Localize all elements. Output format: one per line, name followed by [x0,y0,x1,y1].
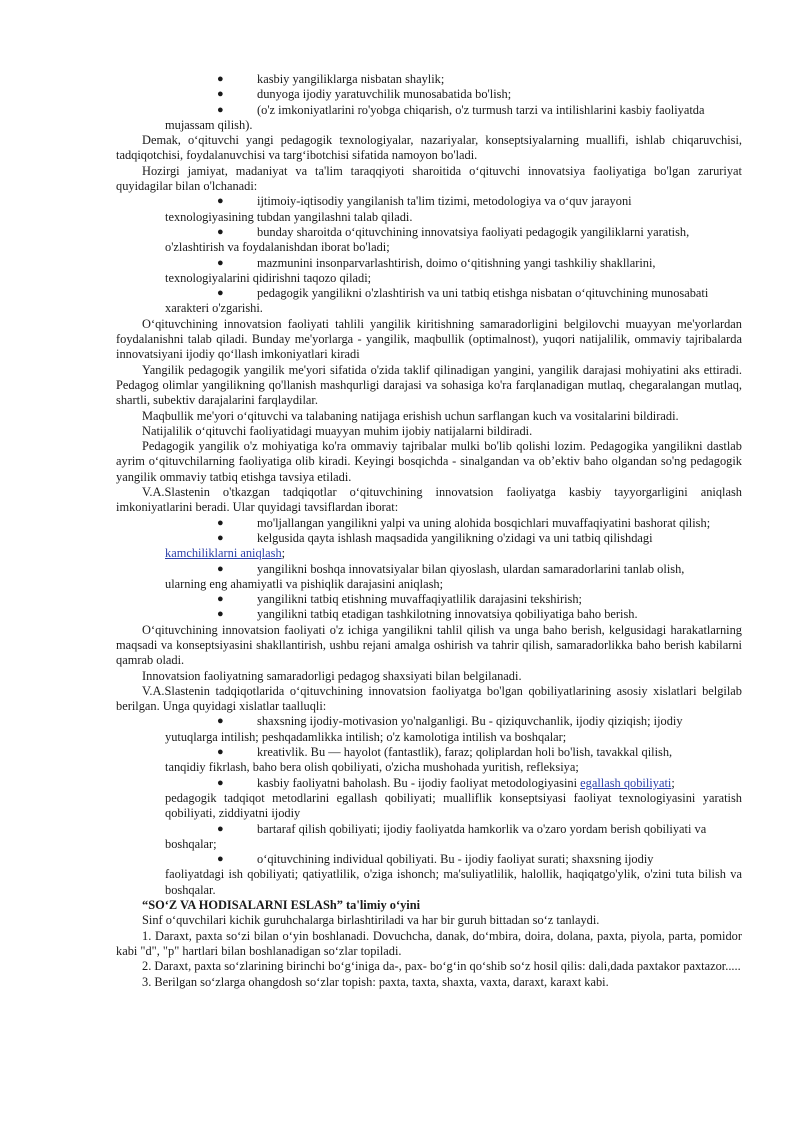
bullet-icon: ● [217,225,224,238]
list-item [165,103,742,134]
list-item-continuation: ularning eng ahamiyatli va pishiqlik darajasini aniqlash; [165,576,444,591]
list-item-text: (o'z imkoniyatlarini ro'yobga chiqarish, o'z turmush tarzi va intilishlarini kasbiy faoliyatda [257,102,705,117]
bullet-icon: ● [217,853,224,866]
list-item [165,714,742,745]
section-heading: “SO‘Z VA HODISALARNI ESLASh” ta'limiy o‘yini [142,898,421,913]
list-item [165,822,742,853]
list-item-continuation: ; [281,546,286,561]
bullet-icon: ● [217,287,224,300]
list-item-continuation: texnologiyasining tubdan yangilashni talab qiladi. [165,209,413,224]
bullet-icon: ● [217,593,224,606]
paragraph: Demak, o‘qituvchi yangi pedagogik texnologiyalar, nazariyalar, konseptsiyalarning muallifi, ishlab chiqaruvchisi, tadqiqotchisi, foydalanuvchisi va targ‘ibotchisi sifatida namoyon bo'ladi. [116,133,742,163]
list-item-text: kasbiy yangiliklarga nisbatan shaylik; [257,72,445,86]
paragraph: Sinf o‘quvchilari kichik guruhchalarga birlashtiriladi va har bir guruh bittadan so‘z tanlaydi. [142,913,600,928]
list-item-text: yangilikni tatbiq etishning muvaffaqiyatlilik darajasini tekshirish; [257,592,582,607]
list-item-continuation: boshqalar; [165,836,217,851]
list-item-text: ijtimoiy-iqtisodiy yangilanish ta'lim tizimi, metodologiya va o‘quv jarayoni [257,194,632,209]
list-item-text: dunyoga ijodiy yaratuvchilik munosabatida bo'lish; [257,87,512,102]
list-item [165,531,742,562]
list-item-text: ; [671,775,675,790]
bullet-icon: ● [217,256,224,269]
paragraph: Pedagogik yangilik o'z mohiyatiga ko'ra ommaviy tajribalar mulki bo'lib qolishi lozim. Pedagogika yangilikni dastlab ayrim o‘qituvchilarning faoliyatiga olib kiradi. Keyingi bosqichda - sinalgandan va ob’ektiv baho olgandan so'ng pedagogik yangilik ommaviy tatbiq etishga tavsiya etiladi. [116,439,742,484]
list-item-text: bunday sharoitda o‘qituvchining innovatsiya faoliyati pedagogik yangiliklarni yaratish, [257,224,690,239]
list-item-continuation: faoliyatdagi ish qobiliyati; qatiyatlilik, o'ziga ishonch; ma'suliyatlilik, halollik, haqiqatgo'ylik, o'zini tuta bilish va boshqalar. [165,867,742,897]
bullet-icon: ● [217,562,224,575]
list-item-continuation: xarakteri o'zgarishi. [165,301,263,316]
list-item-text: mazmunini insonparvarlashtirish, doimo o‘qitishning yangi tashkiliy shakllarini, [257,255,656,270]
list-item [165,607,742,622]
list-item [165,592,742,607]
paragraph: V.A.Slastenin tadqiqotlarida o‘qituvchining innovatsion faoliyatga bo'lgan qobiliyatlarining asosiy xislatlari belgilab berilgan. Unga quyidagi xislatlar taalluqli: [116,683,742,714]
list-item [165,72,742,87]
list-item-text: shaxsning ijodiy-motivasion yo'nalganligi. Bu - qiziquvchanlik, ijodiy qiziqish; ijodiy [257,714,683,729]
list-item [165,745,742,776]
bullet-icon: ● [217,776,224,789]
list-item-text: mo'ljallangan yangilikni yalpi va uning alohida bosqichlari muvaffaqiyatini bashorat qilish; [257,515,711,530]
paragraph: V.A.Slastenin o'tkazgan tadqiqotlar o‘qituvchining innovatsion faoliyatga kasbiy tayyorgarligini aniqlash imkoniyatlarini beradi. Ular quyidagi tavsiflardan iborat: [116,485,742,515]
paragraph: Hozirgi jamiyat, madaniyat va ta'lim taraqqiyoti sharoitida o‘qituvchi innovatsiya faoliyatiga bo'lgan zaruriyat quyidagilar bilan o'lchanadi: [116,163,742,194]
bullet-icon: ● [217,746,224,759]
list-item-continuation: texnologiyalarini qidirishni taqozo qiladi; [165,270,372,285]
list-item-continuation: tanqidiy fikrlash, baho bera olish qobiliyati, o'zicha mushohada yuritish, refleksiya; [165,760,579,775]
numbered-item: 2. Daraxt, paxta so‘zlarining birinchi bo‘g‘iniga da-, pax- bo‘g‘in qo‘shib so‘z hosil qilis: dali,dada paxtakor paxtazor..... [142,959,741,974]
list-item-text: yangilikni tatbiq etadigan tashkilotning innovatsiya qobiliyatiga baho berish. [257,607,638,622]
list-item [165,516,742,531]
egallash-qobiliyati-link[interactable]: egallash qobiliyati [580,775,672,790]
bullet-icon: ● [217,103,224,116]
paragraph: Maqbullik me'yori o‘qituvchi va talabaning natijaga erishish uchun sarflangan kuch va vositalarini bildiradi. [142,408,679,423]
numbered-item: 3. Berilgan so‘zlarga ohangdosh so‘zlar topish: paxta, taxta, shaxta, vaxta, daraxt, karaxt kabi. [142,974,609,989]
paragraph: O‘qituvchining innovatsion faoliyati o'z ichiga yangilikni tahlil qilish va unga baho berish, kelgusidagi harakatlarning maqsadi va konseptsiyasini shakllantirish, ushbu rejani amalga oshirish va tahrir qilish, samaradorlikka baho berish kabilarni qamrab oladi. [116,622,742,668]
list-item [165,87,742,102]
list-item [165,562,742,593]
list-item [165,286,742,317]
bullet-icon: ● [217,88,224,101]
list-item-text: o‘qituvchining individual qobiliyati. Bu - ijodiy faoliyat surati; shaxsning ijodiy [257,852,654,867]
bullet-icon: ● [217,195,224,208]
list-item-continuation: pedagogik tadqiqot metodlarini egallash qobiliyati; mualliflik konseptsiyasi faoliyat texnologiyasini yaratish qobiliyati, ziddiyatni ijodiy [165,790,742,821]
list-item [165,225,742,256]
list-item-text: kreativlik. Bu — hayolot (fantastlik), faraz; qoliplardan holi bo'lish, tavakkal qilish, [257,745,673,760]
list-item [165,256,742,287]
list-item [165,194,742,225]
bullet-icon: ● [217,608,224,621]
paragraph: Yangilik pedagogik yangilik me'yori sifatida o'zida taklif qilinadigan yangini, yangilik darajasi mohiyatini aks ettiradi. Pedagog olimlar yangilikning qo'llanish mashqurligi darajasi va sohasiga ko'ra farqlanadigan mutlaq, chegaralangan mutlaq, shartli, subektiv darajalarini farqlaydilar. [116,362,742,408]
paragraph: Innovatsion faoliyatning samaradorligi pedagog shaxsiyati bilan belgilanadi. [142,668,522,683]
paragraph: Natijalilik o‘qituvchi faoliyatidagi muayyan muhim ijobiy natijalarni bildiradi. [142,423,533,438]
list-item-continuation: mujassam qilish). [165,117,253,132]
list-item-text: kelgusida qayta ishlash maqsadida yangilikning o'zidagi va uni tatbiq qilishdagi [257,530,653,545]
list-item [165,852,742,898]
list-item-text: pedagogik yangilikni o'zlashtirish va uni tatbiq etishga nisbatan o‘qituvchining munosabati [257,286,709,301]
list-item-text: kasbiy faoliyatni baholash. Bu - ijodiy faoliyat metodologiyasini [257,775,581,790]
list-item-continuation: o'zlashtirish va foydalanishdan iborat bo'ladi; [165,240,390,255]
bullet-icon: ● [217,822,224,835]
bullet-icon: ● [217,73,224,85]
list-item [165,776,742,822]
numbered-item: 1. Daraxt, paxta so‘zi bilan o‘yin boshlanadi. Dovuchcha, danak, do‘mbira, doira, dolana, paxta, piyola, parta, pomidor kabi "d", "p" hartlari bilan boshlanadigan so‘zlar topiladi. [116,928,742,958]
bullet-icon: ● [217,531,224,544]
bullet-icon: ● [217,715,224,728]
kamchiliklarni-aniqlash-link[interactable]: kamchiliklarni aniqlash [165,546,282,561]
paragraph: O‘qituvchining innovatsion faoliyati tahlili yangilik kiritishning samaradorligini belgilovchi muayyan me'yorlardan foydalanishni talab qiladi. Bunday me'yorlarga - yangilik, maqbullik (optimalnost), yuqori natijalilik, ommaviy tajribalarda innovatsiyani ijodiy qo‘llash imkoniyatlari kiradi [116,316,742,362]
bullet-icon: ● [217,516,224,529]
list-item-continuation: yutuqlarga intilish; peshqadamlikka intilish; o'z kamolotiga intilish va boshqalar; [165,729,567,744]
list-item-text: bartaraf qilish qobiliyati; ijodiy faoliyatda hamkorlik va o'zaro yordam berish qobiliyati va [257,821,707,836]
list-item-text: yangilikni boshqa innovatsiyalar bilan qiyoslash, ulardan samaradorlarini tanlab olish, [257,561,685,576]
